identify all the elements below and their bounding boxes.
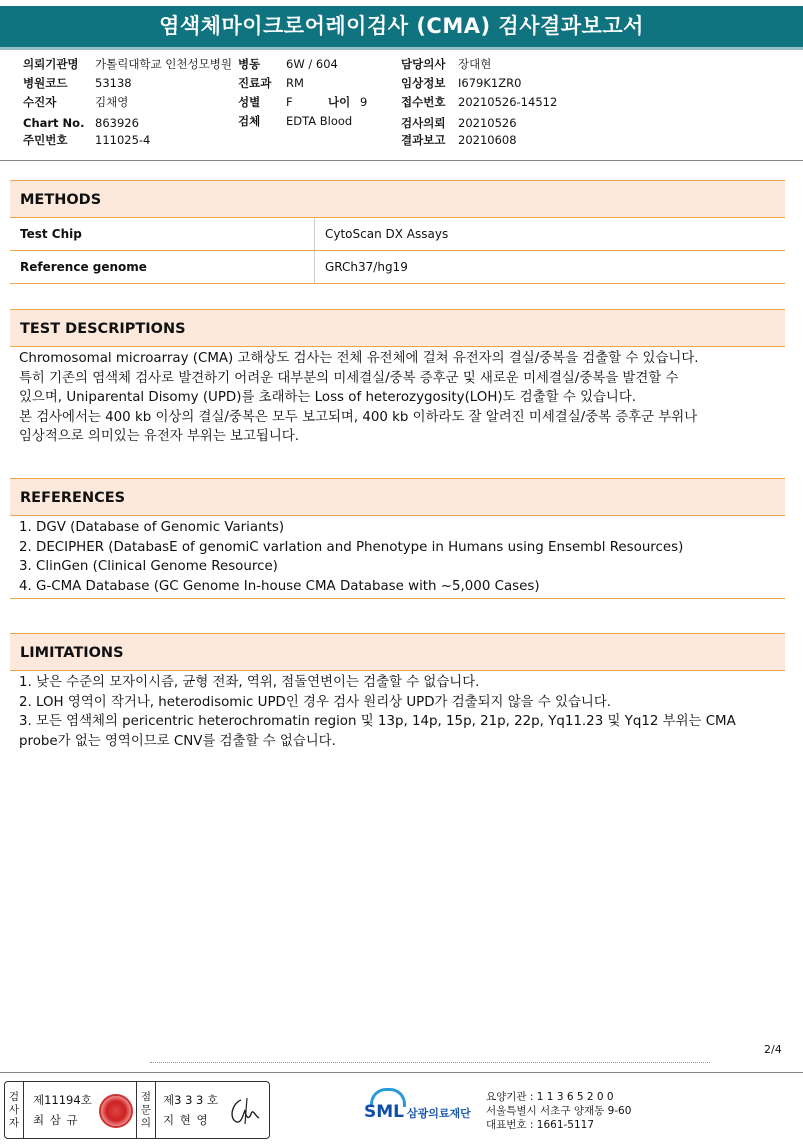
info-label: 나이 — [328, 95, 351, 109]
label-char: 사 — [8, 1103, 20, 1116]
info-label: 수진자 — [23, 95, 57, 109]
row-value: GRCh37/hg19 — [325, 260, 408, 274]
table-row — [10, 218, 785, 251]
examiner-label — [5, 1082, 24, 1138]
info-value: 20210608 — [458, 133, 517, 147]
signature-box — [4, 1081, 270, 1139]
list-item: 1. DGV (Database of Genomic Variants) — [19, 520, 285, 535]
footer-divider — [0, 1072, 803, 1073]
info-value: 20210526 — [458, 116, 517, 130]
methods-section — [10, 180, 785, 284]
info-value: 20210526-14512 — [458, 95, 558, 109]
row-label: Reference genome — [10, 251, 315, 283]
title-underline — [0, 47, 803, 50]
examiner-license: 제11194호 — [33, 1093, 92, 1107]
info-label: 결과보고 — [401, 133, 446, 147]
limitations-heading: LIMITATIONS — [10, 633, 785, 671]
list-item: 2. DECIPHER (DatabasE of genomiC varIation and Phenotype in Humans using Ensembl Resources) — [19, 539, 684, 555]
info-label: 담당의사 — [401, 57, 446, 71]
row-label: Test Chip — [10, 218, 315, 250]
info-label: 검체 — [238, 114, 261, 128]
page-number: 2/4 — [764, 1043, 782, 1056]
info-label: 검사의뢰 — [401, 116, 446, 130]
info-value: 9 — [360, 95, 368, 109]
list-item: 1. 낮은 수준의 모자이시즘, 균형 전좌, 역위, 점돌연변이는 검출할 수 없습니다. — [19, 675, 480, 690]
organization-info — [486, 1090, 631, 1132]
info-value: I679K1ZR0 — [458, 76, 522, 90]
reviewer-name: 지 현 영 — [163, 1113, 209, 1127]
text-line: 임상적으로 의미있는 유전자 부위는 보고됩니다. — [19, 429, 299, 444]
info-label: 의뢰기관명 — [23, 57, 79, 71]
info-label: 진료과 — [238, 76, 272, 90]
info-value: 장대현 — [458, 57, 492, 71]
reviewer-license: 제3 3 3 호 — [163, 1093, 219, 1107]
row-value: CytoScan DX Assays — [325, 227, 449, 241]
info-label: 병원코드 — [23, 76, 68, 90]
table-row — [10, 251, 785, 284]
text-line: 특히 기존의 염색체 검사로 발견하기 어려운 대부분의 미세결실/중복 증후군 및 새로운 미세결실/중복을 발견할 수 — [19, 370, 679, 386]
seal-stamp-icon — [99, 1094, 133, 1128]
info-label: 병동 — [238, 57, 261, 71]
examiner-name: 최 삼 규 — [33, 1113, 79, 1127]
info-value: 863926 — [95, 116, 139, 130]
info-value: EDTA Blood — [286, 114, 353, 128]
org-line: 서울특별시 서초구 양재동 9-60 — [486, 1105, 632, 1117]
test-descriptions-body — [10, 347, 785, 449]
header-divider — [0, 160, 803, 161]
info-label: 주민번호 — [23, 133, 68, 147]
label-char: 자 — [8, 1116, 20, 1129]
sml-logo — [364, 1088, 484, 1134]
references-section — [10, 478, 785, 599]
signature-icon — [227, 1094, 263, 1128]
limitations-section — [10, 633, 785, 753]
info-value: 111025-4 — [95, 133, 151, 147]
info-label: 임상정보 — [401, 76, 446, 90]
info-value: 53138 — [95, 76, 132, 90]
logo-text: SML — [364, 1102, 404, 1122]
text-line: Chromosomal microarray (CMA) 고해상도 검사는 전체 유전체에 걸쳐 유전자의 결실/중복을 검출할 수 있습니다. — [19, 351, 699, 366]
limitations-list — [10, 671, 785, 753]
label-char: 점 — [140, 1090, 152, 1103]
org-line: 요양기관 : 1 1 3 6 5 2 0 0 — [486, 1091, 614, 1103]
list-item: 3. 모든 염색체의 pericentric heterochromatin region 및 13p, 14p, 15p, 21p, 22p, Yq11.23 및 Yq12 부위는 CMA — [19, 714, 736, 729]
info-label: 성별 — [238, 95, 261, 109]
label-char: 의 — [140, 1116, 152, 1129]
info-label: Chart No. — [23, 116, 85, 130]
info-value: 6W / 604 — [286, 57, 338, 71]
list-item: 2. LOH 영역이 작거나, heterodisomic UPD인 경우 검사 원리상 UPD가 검출되지 않을 수 있습니다. — [19, 694, 612, 710]
info-label: 접수번호 — [401, 95, 446, 109]
report-title: 염색체마이크로어레이검사 (CMA) 검사결과보고서 — [0, 6, 803, 47]
logo-org-name: 삼광의료재단 — [407, 1107, 471, 1120]
info-value: F — [286, 95, 293, 109]
label-char: 문 — [140, 1103, 152, 1116]
references-list — [10, 516, 785, 599]
org-line: 대표번호 : 1661-5117 — [486, 1119, 595, 1131]
methods-heading: METHODS — [10, 180, 785, 218]
info-value: RM — [286, 76, 304, 90]
reviewer-label — [136, 1082, 156, 1138]
info-value: 가톨릭대학교 인천성모병원 — [95, 57, 232, 71]
list-item: 4. G-CMA Database (GC Genome In-house CMA Database with ~5,000 Cases) — [19, 578, 540, 594]
list-item: 3. ClinGen (Clinical Genome Resource) — [19, 559, 278, 574]
references-heading: REFERENCES — [10, 478, 785, 516]
info-value: 김채영 — [95, 95, 129, 109]
list-item: probe가 없는 영역이므로 CNV를 검출할 수 없습니다. — [19, 733, 336, 749]
footer-dotted-rule — [150, 1062, 710, 1066]
label-char: 검 — [8, 1090, 20, 1103]
test-descriptions-section — [10, 309, 785, 449]
test-descriptions-heading: TEST DESCRIPTIONS — [10, 309, 785, 347]
text-line: 있으며, Uniparental Disomy (UPD)를 초래하는 Loss of heterozygosity(LOH)도 검출할 수 있습니다. — [19, 390, 637, 405]
text-line: 본 검사에서는 400 kb 이상의 결실/중복은 모두 보고되며, 400 kb 이하라도 잘 알려진 미세결실/중복 증후군 부위나 — [19, 409, 698, 425]
